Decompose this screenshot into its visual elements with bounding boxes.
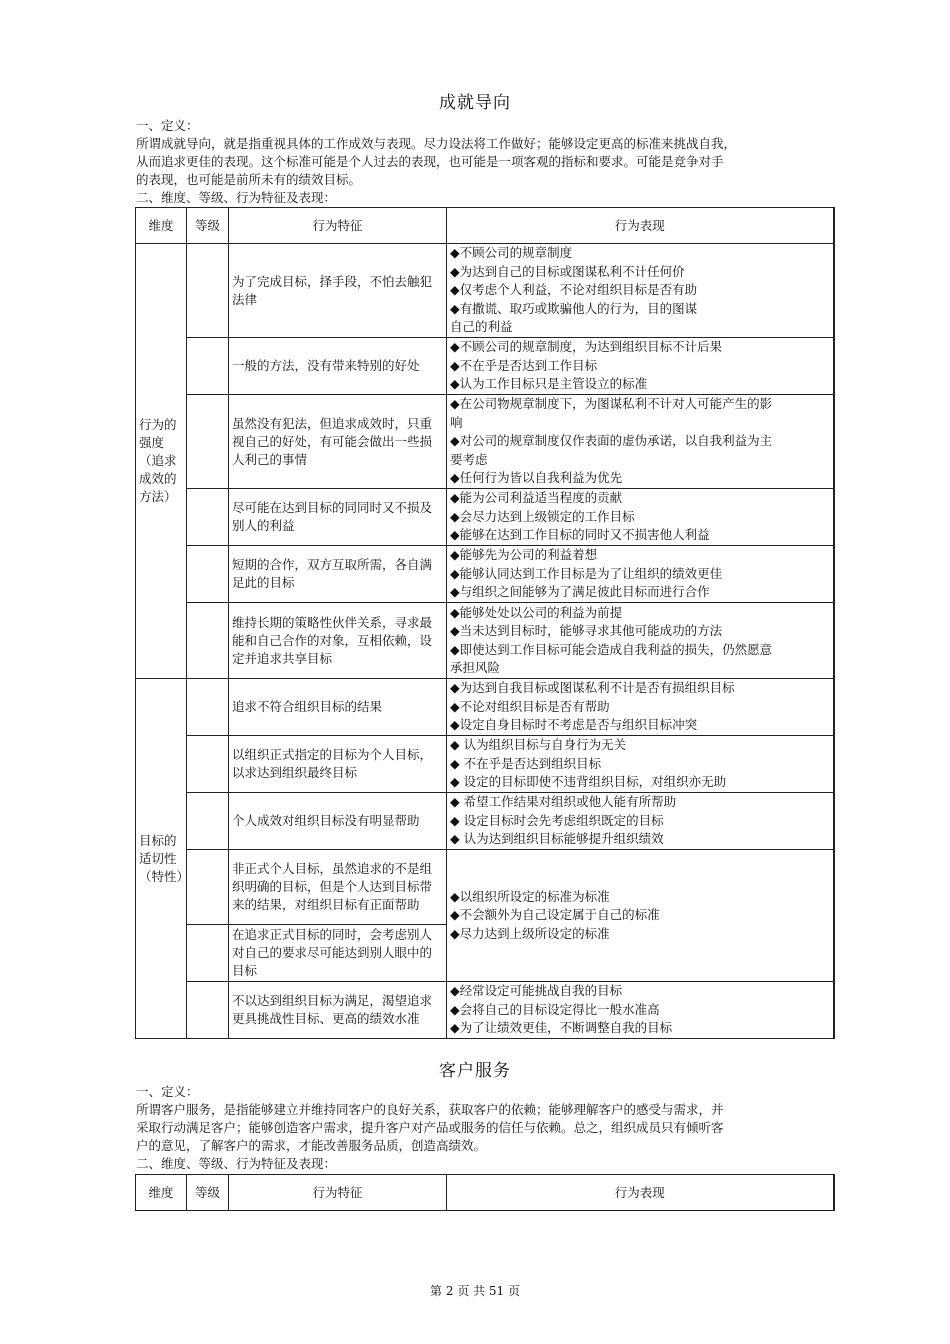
behavior-item: ◆当未达到目标时，能够寻求其他可能成功的方法 xyxy=(450,623,723,638)
definition-line: 所谓客户服务，是指能够建立并维持同客户的良好关系，获取客户的依赖；能够理解客户的感受与需求，并 xyxy=(136,1102,724,1117)
behavior-cell xyxy=(447,793,834,850)
level-cell xyxy=(187,679,229,736)
behavior-item: ◆不顾公司的规章制度 xyxy=(450,245,573,261)
page-footer: 第 2 页 共 51 页 xyxy=(430,1284,520,1298)
table-row xyxy=(136,546,834,603)
behavior-item: ◆会将自己的目标设定得比一般水准高 xyxy=(450,1001,660,1017)
behavior-item: ◆尽力达到上级所设定的标准 xyxy=(450,925,610,941)
header-level: 等级 xyxy=(187,208,229,244)
table-row xyxy=(136,736,834,793)
behavior-cell xyxy=(447,489,834,546)
level-cell xyxy=(187,850,229,925)
definition-heading: 一、定义： xyxy=(136,1084,199,1099)
header-behavior: 行为表现 xyxy=(447,208,834,244)
header-level: 等级 xyxy=(187,1175,229,1211)
table-row xyxy=(136,679,834,736)
behavior-item: 自己的利益 xyxy=(450,319,513,335)
header-dimension: 维度 xyxy=(136,208,187,244)
feature-cell: 尽可能在达到目标的同同时又不损及别人的利益 xyxy=(229,489,447,546)
behavior-item: ◆能够在达到工作目标的同时又不损害他人利益 xyxy=(450,527,710,543)
dimension-heading: 二、维度、等级、行为特征及表现： xyxy=(136,1156,337,1171)
header-dimension: 维度 xyxy=(136,1175,187,1211)
behavior-item: ◆不论对组织目标是否有帮助 xyxy=(450,698,610,714)
table-row xyxy=(136,395,834,489)
level-cell xyxy=(187,338,229,395)
behavior-item: ◆为达到自我目标或图谋私利不计是否有损组织目标 xyxy=(450,680,735,696)
level-cell xyxy=(187,489,229,546)
behavior-item: ◆仅考虑个人利益，不论对组织目标是否有助 xyxy=(450,282,698,298)
table-header-row xyxy=(136,1175,834,1211)
feature-cell: 短期的合作，双方互取所需，各自满足此的目标 xyxy=(229,546,447,603)
behavior-cell xyxy=(447,338,834,395)
behavior-item: ◆ 认为组织目标与自身行为无关 xyxy=(450,737,627,753)
level-cell xyxy=(187,244,229,338)
behavior-item: ◆不顾公司的规章制度，为达到组织目标不计后果 xyxy=(450,339,723,355)
behavior-item: ◆ 设定的目标即使不违背组织目标，对组织亦无助 xyxy=(450,774,727,790)
definition-line: 的表现，也可能是前所未有的绩效目标。 xyxy=(136,172,362,187)
behavior-cell xyxy=(447,982,834,1039)
behavior-item: ◆有撒谎、取巧或欺骗他人的行为，目的图谋 xyxy=(450,300,698,316)
behavior-item: ◆即使达到工作目标可能会造成自我利益的损失，仍然愿意 xyxy=(450,641,773,657)
level-cell xyxy=(187,925,229,982)
level-cell xyxy=(187,793,229,850)
behavior-item: 承担风险 xyxy=(450,660,501,675)
definition-line: 采取行动满足客户；能够创造客户需求，提升客户对产品或服务的信任与依赖。总之，组织成员只有倾听客 xyxy=(136,1120,724,1135)
table-row xyxy=(136,244,834,338)
level-cell xyxy=(187,546,229,603)
section-title-customer-service: 客户服务 xyxy=(439,1061,511,1081)
feature-cell: 以组织正式指定的目标为个人目标，以求达到组织最终目标 xyxy=(229,736,447,793)
dimension-heading: 二、维度、等级、行为特征及表现： xyxy=(136,190,337,205)
customer-service-competency-table xyxy=(135,1174,835,1211)
level-cell xyxy=(187,395,229,489)
behavior-item: ◆能够处处以公司的利益为前提 xyxy=(450,604,623,620)
table-row xyxy=(136,982,834,1039)
behavior-cell xyxy=(447,395,834,489)
feature-cell: 虽然没有犯法，但追求成效时，只重视自己的好处，有可能会做出一些损人利己的事情 xyxy=(229,395,447,489)
dimension-cell-relevance: 目标的适切性（特性） xyxy=(136,679,187,1039)
header-feature: 行为特征 xyxy=(229,1175,447,1211)
header-behavior: 行为表现 xyxy=(447,1175,834,1211)
level-cell xyxy=(187,982,229,1039)
behavior-item: ◆经常设定可能挑战自我的目标 xyxy=(450,983,623,999)
definition-line: 从而追求更佳的表现。这个标准可能是个人过去的表现，也可能是一项客观的指标和要求。可能是竞争对手 xyxy=(136,154,724,169)
behavior-item: ◆不会额外为自己设定属于自己的标准 xyxy=(450,907,660,923)
behavior-item: ◆ 认为达到组织目标能够提升组织绩效 xyxy=(450,831,664,847)
section-title-achievement: 成就导向 xyxy=(439,93,511,113)
level-cell xyxy=(187,736,229,793)
behavior-cell xyxy=(447,244,834,338)
feature-cell: 非正式个人目标，虽然追求的不是组织明确的目标，但是个人达到目标带来的结果，对组织目标有正面帮助 xyxy=(229,850,447,925)
dimension-cell-intensity: 行为的强度（追求成效的方法） xyxy=(136,244,187,679)
behavior-cell xyxy=(447,546,834,603)
behavior-item: 要考虑 xyxy=(450,451,488,467)
behavior-cell xyxy=(447,736,834,793)
feature-cell: 在追求正式目标的同时，会考虑别人对自己的要求尽可能达到别人眼中的目标 xyxy=(229,925,447,982)
table-row xyxy=(136,489,834,546)
table-row xyxy=(136,603,834,679)
feature-cell: 一般的方法，没有带来特别的好处 xyxy=(229,338,447,395)
behavior-item: ◆认为工作目标只是主管设立的标准 xyxy=(450,376,648,392)
definition-heading: 一、定义： xyxy=(136,118,199,133)
definition-line: 所谓成就导向，就是指重视具体的工作成效与表现。尽力设法将工作做好；能够设定更高的标准来挑战自我， xyxy=(136,136,737,151)
table-row xyxy=(136,850,834,925)
feature-cell: 不以达到组织目标为满足，渴望追求更具挑战性目标、更高的绩效水准 xyxy=(229,982,447,1039)
behavior-item: ◆ 希望工作结果对组织或他人能有所帮助 xyxy=(450,794,677,810)
behavior-cell-merged xyxy=(447,850,834,982)
table-header-row xyxy=(136,208,834,244)
behavior-item: ◆任何行为皆以自我利益为优先 xyxy=(450,470,623,486)
achievement-competency-table xyxy=(135,207,835,1039)
feature-cell: 为了完成目标，择手段，不怕去触犯法律 xyxy=(229,244,447,338)
behavior-item: ◆在公司物规章制度下，为图谋私利不计对人可能产生的影 xyxy=(450,396,773,412)
definition-block-achievement xyxy=(136,117,832,207)
feature-cell: 追求不符合组织目标的结果 xyxy=(229,679,447,736)
behavior-item: ◆不在乎是否达到工作目标 xyxy=(450,357,598,373)
level-cell xyxy=(187,603,229,679)
behavior-cell xyxy=(447,679,834,736)
header-feature: 行为特征 xyxy=(229,208,447,244)
behavior-item: 响 xyxy=(450,414,463,430)
behavior-item: ◆会尽力达到上级锁定的工作目标 xyxy=(450,508,635,524)
definition-line: 户的意见，了解客户的需求，才能改善服务品质，创造高绩效。 xyxy=(136,1138,487,1153)
behavior-cell xyxy=(447,603,834,679)
definition-block-customer-service xyxy=(136,1083,832,1173)
behavior-item: ◆能够认同达到工作目标是为了让组织的绩效更佳 xyxy=(450,565,723,581)
behavior-item: ◆对公司的规章制度仅作表面的虚伪承诺，以自我利益为主 xyxy=(450,433,773,449)
behavior-item: ◆与组织之间能够为了满足彼此目标而进行合作 xyxy=(450,584,710,600)
behavior-item: ◆ 不在乎是否达到组织目标 xyxy=(450,755,602,771)
behavior-item: ◆为了让绩效更佳，不断调整自我的目标 xyxy=(450,1020,673,1036)
feature-cell: 维持长期的策略性伙伴关系，寻求最能和自己合作的对象，互相依赖，设定并追求共享目标 xyxy=(229,603,447,679)
behavior-item: ◆为达到自己的目标或图谋私利不计任何价 xyxy=(450,263,685,279)
behavior-item: ◆设定自身目标时不考虑是否与组织目标冲突 xyxy=(450,717,698,733)
feature-cell: 个人成效对组织目标没有明显帮助 xyxy=(229,793,447,850)
table-row xyxy=(136,338,834,395)
behavior-item: ◆以组织所设定的标准为标准 xyxy=(450,888,610,904)
table-row xyxy=(136,793,834,850)
behavior-item: ◆能为公司利益适当程度的贡献 xyxy=(450,490,623,506)
behavior-item: ◆能够先为公司的利益着想 xyxy=(450,547,598,563)
behavior-item: ◆ 设定目标时会先考虑组织既定的目标 xyxy=(450,812,664,828)
